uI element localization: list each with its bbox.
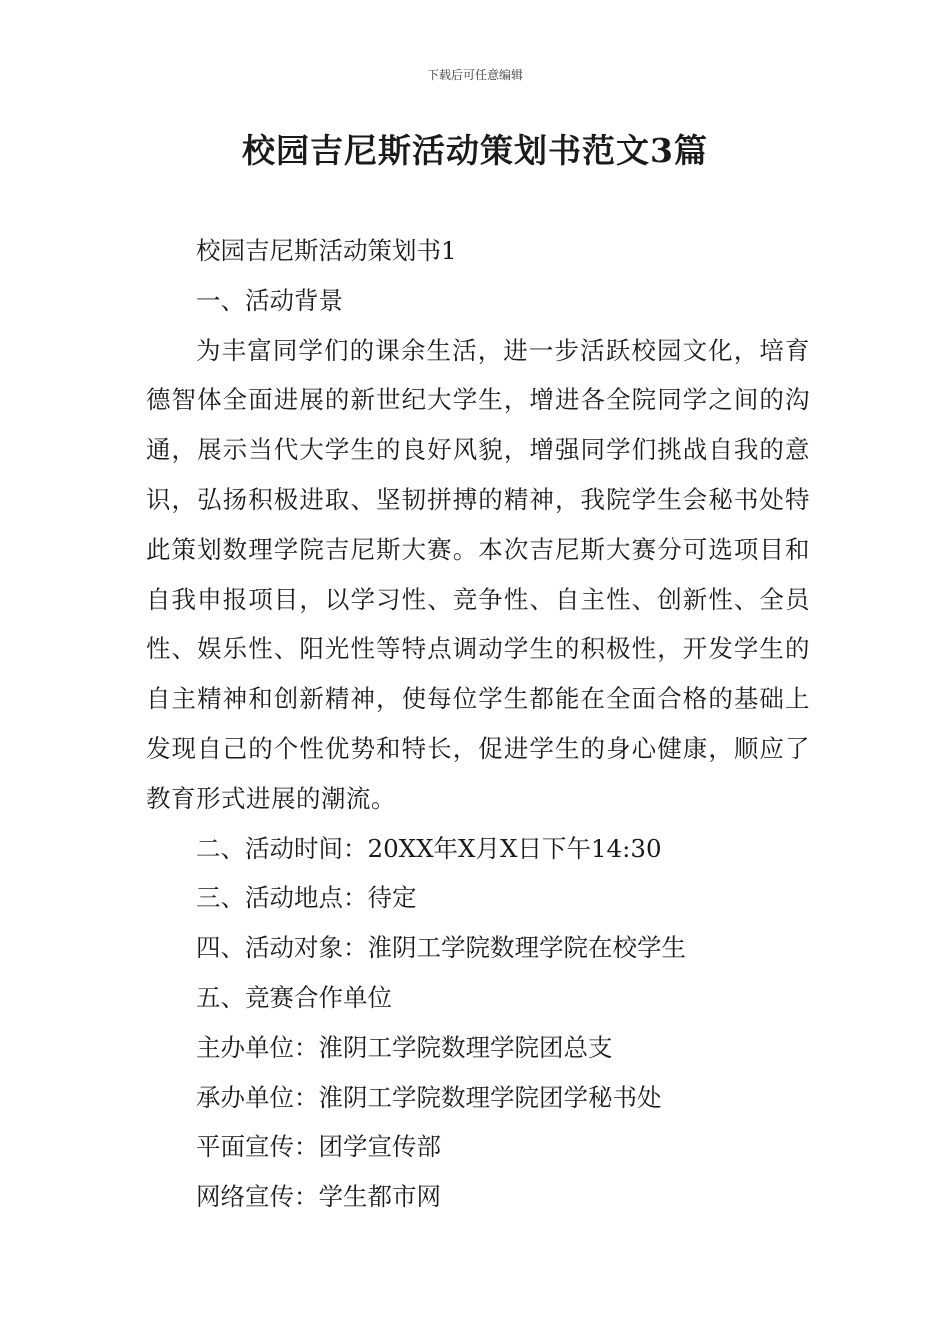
- web-promotion: 网络宣传：学生都市网: [196, 1182, 441, 1212]
- section-heading-partners: 五、竞赛合作单位: [196, 982, 392, 1012]
- activity-place: 三、活动地点：待定: [196, 883, 417, 913]
- document-title: 校园吉尼斯活动策划书范文3篇: [242, 131, 708, 170]
- activity-target: 四、活动对象：淮阴工学院数理学院在校学生: [196, 933, 686, 963]
- background-paragraph: 为丰富同学们的课余生活，进一步活跃校园文化，培育德智体全面进展的新世纪大学生，增进各全院同学之间的沟通，展示当代大学生的良好风貌，增强同学们挑战自我的意识，弘扬积极进取、坚韧拼搏的精神，我院学生会秘书处特此策划数理学院吉尼斯大赛。本次吉尼斯大赛分可选项目和自我申报项目，以学习性、竞争性、自主性、创新性、全员性、娱乐性、阳光性等特点调动学生的积极性，开发学生的自主精神和创新精神，使每位学生都能在全面合格的基础上发现自己的个性优势和特长，促进学生的身心健康，顺应了教育形式进展的潮流。: [146, 335, 810, 813]
- host-unit: 主办单位：淮阴工学院数理学院团总支: [196, 1032, 613, 1062]
- print-promotion: 平面宣传：团学宣传部: [196, 1132, 441, 1162]
- activity-time: 二、活动时间：20XX年X月X日下午14:30: [196, 833, 662, 863]
- section-heading-background: 一、活动背景: [196, 285, 343, 315]
- plan-subtitle: 校园吉尼斯活动策划书1: [196, 236, 457, 265]
- download-note: 下载后可任意编辑: [426, 68, 523, 82]
- organizer-unit: 承办单位：淮阴工学院数理学院团学秘书处: [196, 1082, 662, 1112]
- document-body: [146, 226, 810, 1222]
